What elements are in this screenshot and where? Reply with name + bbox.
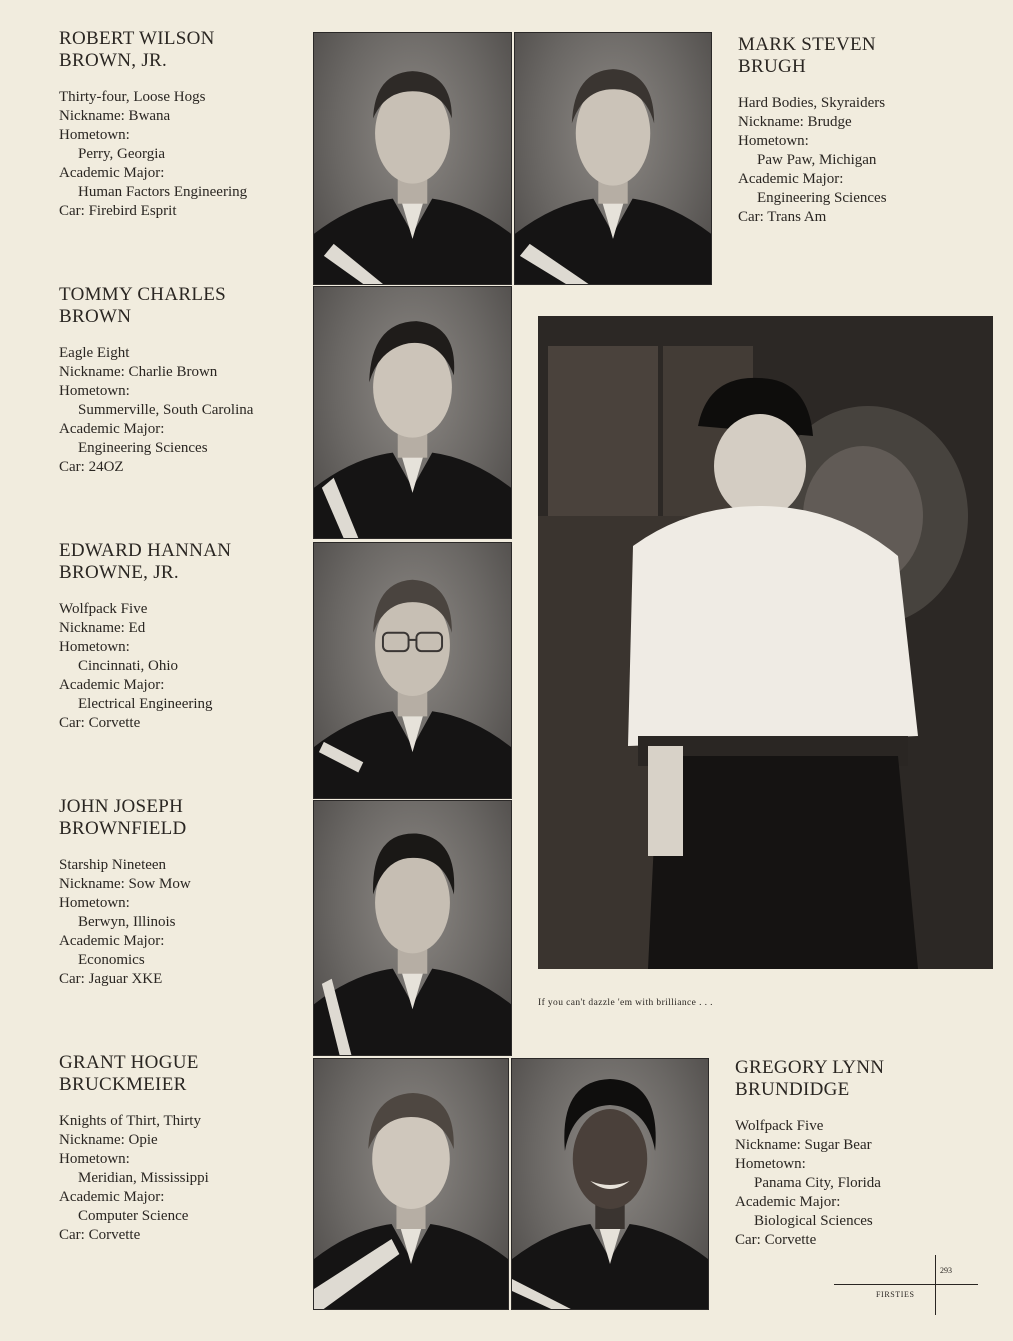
car: Car: Jaguar XKE [59, 971, 163, 987]
car: Car: Trans Am [738, 209, 827, 225]
cadet-name: EDWARD HANNAN BROWNE, JR. [59, 540, 232, 583]
major: Human Factors Engineering [78, 184, 248, 200]
hometown-label: Hometown: [59, 127, 130, 143]
car: Car: Firebird Esprit [59, 203, 177, 219]
squadron: Eagle Eight [59, 345, 130, 361]
hometown: Berwyn, Illinois [78, 914, 176, 930]
hometown: Cincinnati, Ohio [78, 658, 178, 674]
cadet-name: JOHN JOSEPH BROWNFIELD [59, 796, 187, 839]
portrait-gregory-brundidge [511, 1058, 709, 1310]
major: Computer Science [78, 1208, 189, 1224]
nickname: Nickname: Charlie Brown [59, 364, 218, 380]
hometown: Perry, Georgia [78, 146, 166, 162]
section-label: FIRSTIES [876, 1290, 915, 1299]
portrait-tommy-brown [313, 286, 512, 539]
cadet-name: ROBERT WILSON BROWN, JR. [59, 28, 215, 71]
portrait-robert-brown [313, 32, 512, 285]
photo-caption: If you can't dazzle 'em with brilliance . . . [538, 998, 713, 1008]
folio-rule-vertical [935, 1255, 936, 1315]
car: Car: Corvette [59, 715, 141, 731]
major-label: Academic Major: [59, 933, 165, 949]
hometown-label: Hometown: [59, 639, 130, 655]
hometown-label: Hometown: [59, 895, 130, 911]
major-label: Academic Major: [59, 165, 165, 181]
car: Car: 24OZ [59, 459, 124, 475]
entry-mark-brugh [738, 34, 978, 227]
squadron: Knights of Thirt, Thirty [59, 1113, 201, 1129]
hometown: Panama City, Florida [754, 1175, 881, 1191]
car: Car: Corvette [735, 1232, 817, 1248]
entry-robert-brown [59, 28, 299, 221]
major-label: Academic Major: [735, 1194, 841, 1210]
portrait-grant-bruckmeier [313, 1058, 509, 1310]
major: Economics [78, 952, 145, 968]
entry-john-brownfield [59, 796, 299, 989]
squadron: Hard Bodies, Skyraiders [738, 95, 886, 111]
portrait-john-brownfield [313, 800, 512, 1056]
hometown-label: Hometown: [738, 133, 809, 149]
nickname: Nickname: Sugar Bear [735, 1137, 872, 1153]
entry-tommy-brown [59, 284, 299, 477]
nickname: Nickname: Sow Mow [59, 876, 191, 892]
major-label: Academic Major: [738, 171, 844, 187]
page-number: 293 [940, 1266, 952, 1275]
nickname: Nickname: Ed [59, 620, 146, 636]
squadron: Wolfpack Five [735, 1118, 824, 1134]
major: Engineering Sciences [757, 190, 887, 206]
entry-gregory-brundidge [735, 1057, 975, 1250]
cadet-name: GRANT HOGUE BRUCKMEIER [59, 1052, 199, 1095]
cadet-name: MARK STEVEN BRUGH [738, 34, 876, 77]
candid-photo [538, 316, 993, 969]
portrait-mark-brugh [514, 32, 712, 285]
entry-edward-browne [59, 540, 299, 733]
cadet-name: GREGORY LYNN BRUNDIDGE [735, 1057, 885, 1100]
major: Engineering Sciences [78, 440, 208, 456]
hometown: Meridian, Mississippi [78, 1170, 209, 1186]
squadron: Thirty-four, Loose Hogs [59, 89, 206, 105]
folio-rule-horizontal [834, 1284, 978, 1285]
portrait-edward-browne [313, 542, 512, 799]
major: Electrical Engineering [78, 696, 213, 712]
nickname: Nickname: Brudge [738, 114, 852, 130]
car: Car: Corvette [59, 1227, 141, 1243]
entry-grant-bruckmeier [59, 1052, 299, 1245]
hometown: Paw Paw, Michigan [757, 152, 877, 168]
squadron: Starship Nineteen [59, 857, 167, 873]
cadet-name: TOMMY CHARLES BROWN [59, 284, 227, 327]
major: Biological Sciences [754, 1213, 873, 1229]
hometown-label: Hometown: [59, 1151, 130, 1167]
squadron: Wolfpack Five [59, 601, 148, 617]
hometown-label: Hometown: [735, 1156, 806, 1172]
nickname: Nickname: Opie [59, 1132, 158, 1148]
hometown: Summerville, South Carolina [78, 402, 254, 418]
major-label: Academic Major: [59, 677, 165, 693]
major-label: Academic Major: [59, 1189, 165, 1205]
hometown-label: Hometown: [59, 383, 130, 399]
major-label: Academic Major: [59, 421, 165, 437]
nickname: Nickname: Bwana [59, 108, 171, 124]
